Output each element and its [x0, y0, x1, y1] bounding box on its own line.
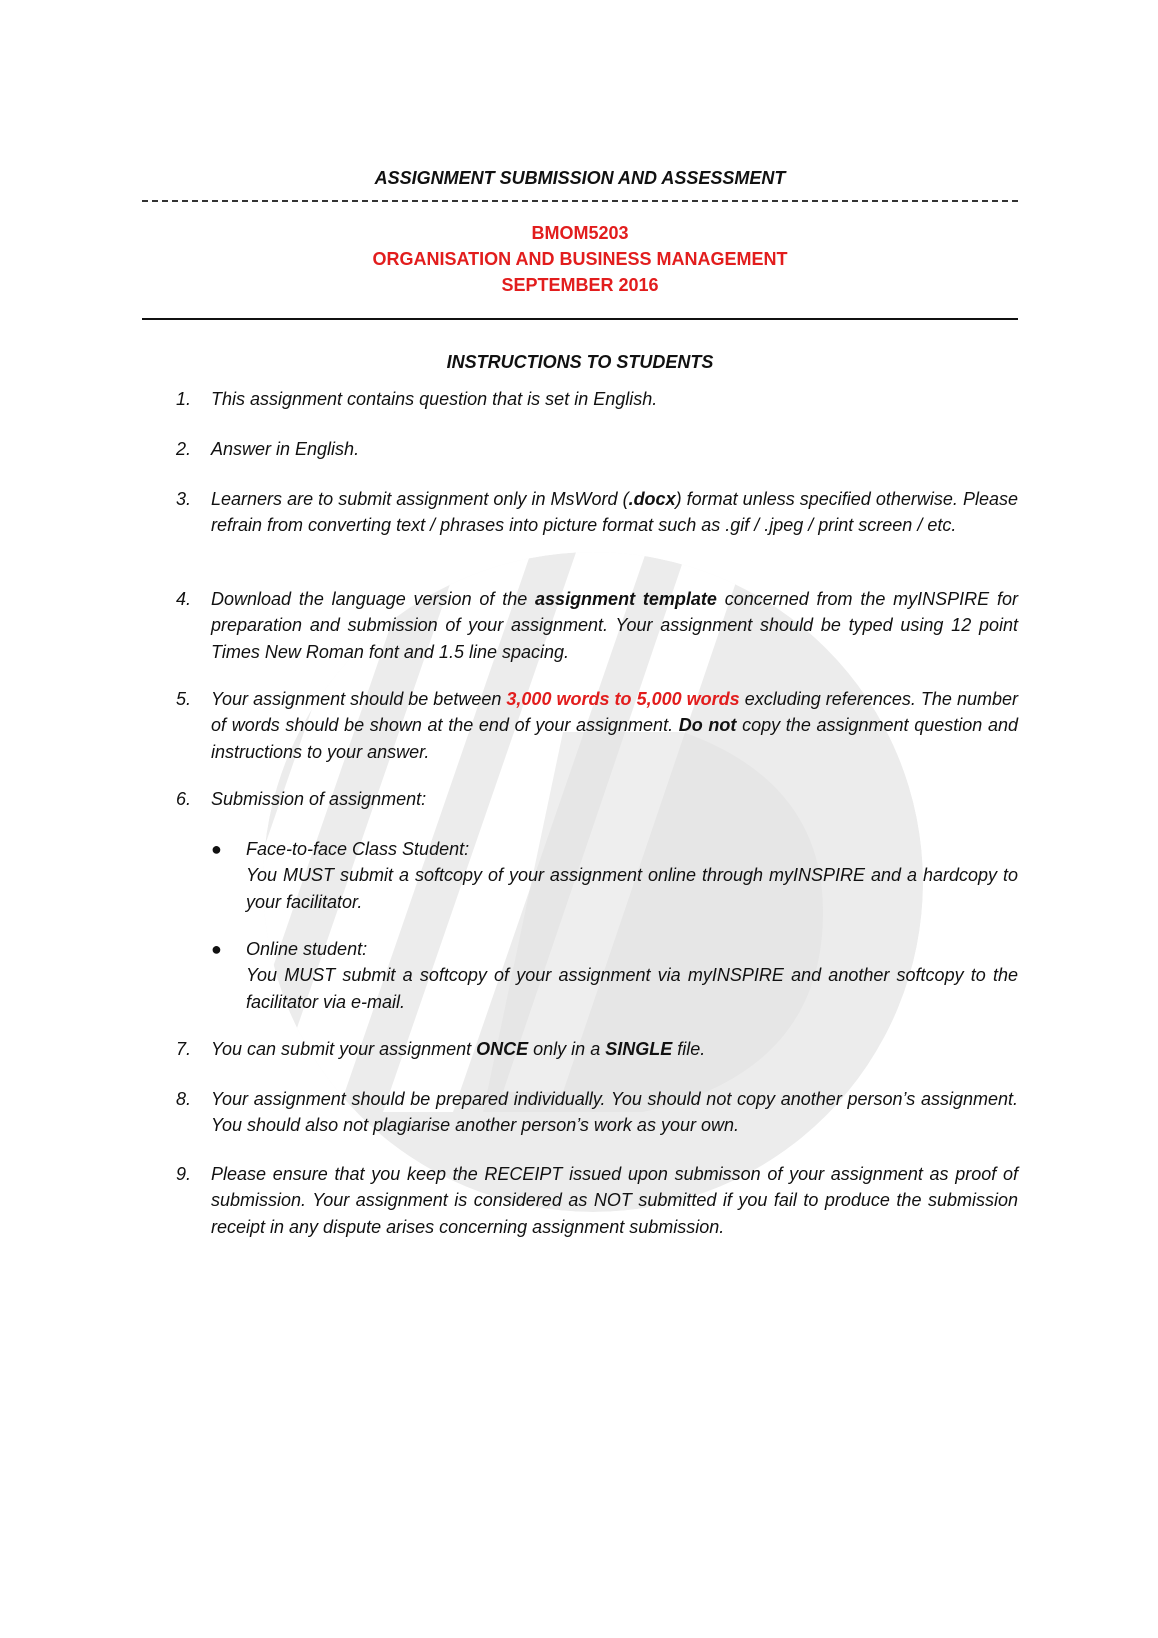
item-number: 8.	[176, 1089, 192, 1109]
item-text: Please ensure that you keep the RECEIPT issued upon submisson of your assignment as proof of submission. Your assignment is considered as NOT submitted if you fail to produce the submission receipt in any dispute arises concerning assignment submission.	[211, 1164, 1018, 1237]
item-number: 9.	[176, 1164, 192, 1184]
instructions-heading: INSTRUCTIONS TO STUDENTS	[446, 352, 714, 372]
item-text: You can submit your assignment ONCE only in a SINGLE file.	[211, 1039, 706, 1059]
item-text: This assignment contains question that is set in English.	[211, 389, 658, 409]
item-number: 1.	[176, 389, 192, 409]
item-number: 4.	[176, 589, 192, 609]
course-header	[142, 220, 1018, 298]
item-text: Submission of assignment:	[211, 789, 427, 809]
course-name: ORGANISATION AND BUSINESS MANAGEMENT	[372, 249, 788, 269]
word-count-highlight: 3,000 words to 5,000 words	[506, 689, 740, 709]
dashed-divider	[142, 200, 1018, 202]
semester: SEPTEMBER 2016	[501, 275, 659, 295]
item-number: 6.	[176, 789, 192, 809]
item-number: 7.	[176, 1039, 192, 1059]
bullet-dot: ●	[211, 839, 222, 859]
item-text: Answer in English.	[211, 439, 360, 459]
item-number: 5.	[176, 689, 192, 709]
solid-divider	[142, 318, 1018, 320]
item-number: 2.	[176, 439, 192, 459]
bullet-dot: ●	[211, 939, 222, 959]
bullet-text: Face-to-face Class Student: You MUST submit a softcopy of your assignment online through myINSPIRE and a hardcopy to your facilitator.	[246, 839, 1018, 912]
item-text: Download the language version of the assignment template concerned from the myINSPIRE for preparation and submission of your assignment. Your assignment should be typed using 12 point Times New Roman font and 1.5 line spacing.	[211, 589, 1018, 662]
item-number: 3.	[176, 489, 192, 509]
item-text: Your assignment should be between 3,000 words to 5,000 words excluding references. The number of words should be shown at the end of your assignment. Do not copy the assignment question and instructions to your answer.	[211, 689, 1019, 762]
item-text: Your assignment should be prepared individually. You should not copy another person’s assignment. You should also not plagiarise another person’s work as your own.	[211, 1089, 1018, 1136]
bullet-text: Online student: You MUST submit a softcopy of your assignment via myINSPIRE and another softcopy to the facilitator via e-mail.	[246, 939, 1018, 1012]
item-text: Learners are to submit assignment only in MsWord (.docx) format unless specified otherwise. Please refrain from converting text / phrases into picture format such as .gif / .jpeg / print screen / etc.	[211, 489, 1018, 536]
document-title: ASSIGNMENT SUBMISSION AND ASSESSMENT	[374, 168, 786, 188]
course-code: BMOM5203	[531, 223, 629, 243]
